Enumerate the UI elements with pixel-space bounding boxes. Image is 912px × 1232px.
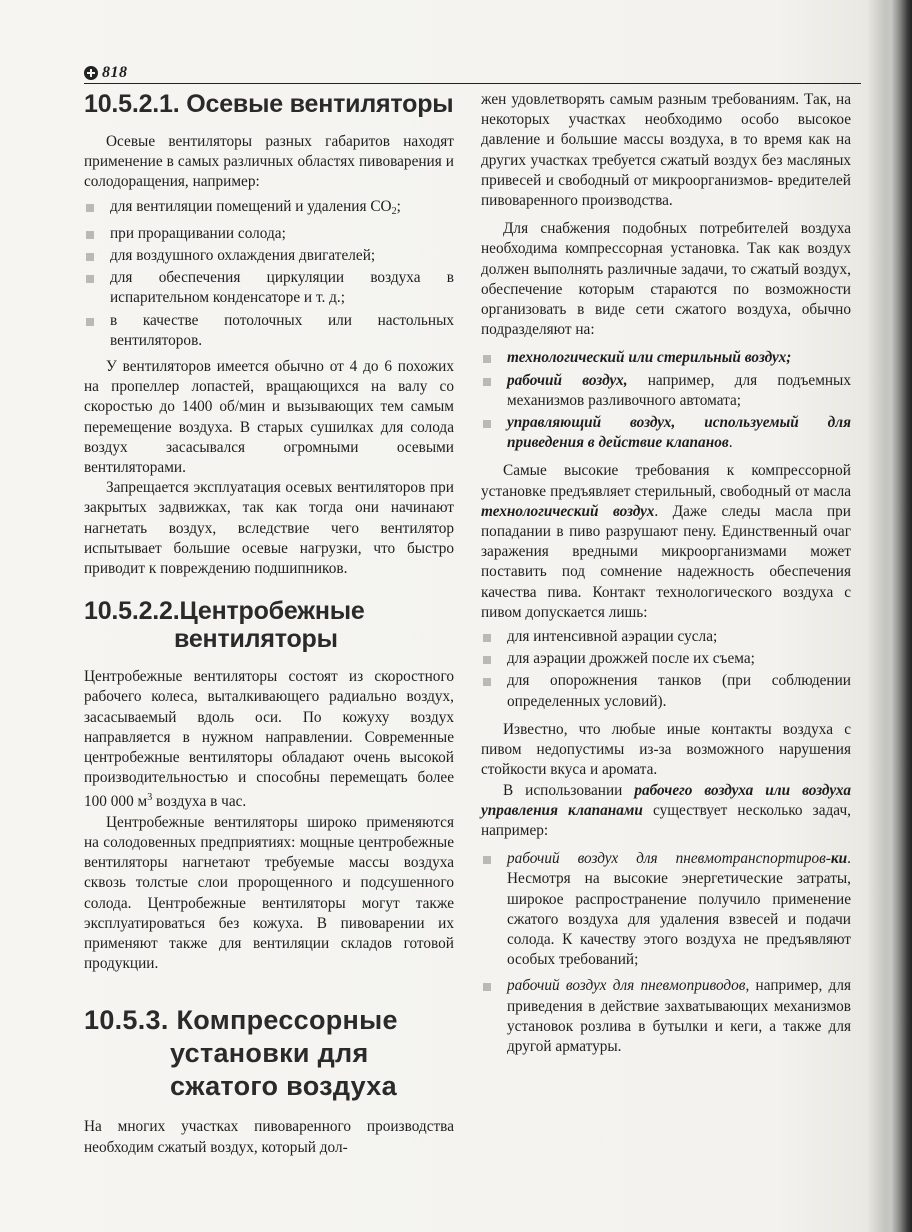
heading-title-line3: сжатого воздуха: [170, 1071, 397, 1102]
paragraph-text: существует несколько задач, например:: [481, 801, 851, 839]
list-item: для обеспечения циркуляции воздуха в испарительном конденсаторе и т. д.;: [84, 268, 454, 308]
list-item: [481, 348, 851, 368]
paragraph-text: Центробежные вентиляторы состоят из скоростного рабочего колеса, выталкивающего радиально воздух, засасываемый вдоль оси. По кожуху воздух направляется в нужном направлении. Современные центробежные вентиляторы обладают очень высокой производительностью и способны перемещать более 100 000 м: [84, 668, 454, 811]
right-column: [481, 90, 851, 1063]
heading-title-line2: вентиляторы: [174, 625, 338, 654]
heading-number: 10.5.2.2.: [84, 597, 180, 626]
paragraph: Известно, что любые иные контакты воздуха с пивом недопустимы из-за возможного нарушения стойкости вкуса и аромата.: [481, 720, 851, 779]
list-item: при проращивании солода;: [84, 224, 454, 244]
paragraph: Для снабжения подобных потребителей воздуха необходима компрессорная установка. Так как воздух должен выполнять различные задачи, то сжатый воздух, обеспечение которым стараются по возможности организовать в виде сети сжатого воздуха, обычно подразделяют на:: [481, 220, 851, 339]
heading-compressor-units: [84, 1004, 454, 1103]
list-item: для интенсивной аэрации сусла;: [481, 627, 851, 647]
list-item: для опорожнения танков (при соблюдении определенных условий).: [481, 671, 851, 711]
bullet-list: [84, 197, 454, 351]
list-item-text: . Несмотря на высокие энергетические затраты, широкое распространение получило применение сжатого воздуха для удаления взвесей и подачи солода. К качеству этого воздуха не предъявляют особых требований;: [507, 850, 851, 969]
list-item-bold: управляющий воздух, используемый для приведения в действие клапанов: [507, 414, 851, 452]
list-item-bold: технологический или стерильный воздух;: [507, 349, 792, 367]
superscript: 3: [147, 792, 153, 804]
list-item: [481, 413, 851, 453]
list-item: [481, 976, 851, 1057]
list-item: для аэрации дрожжей после их съема;: [481, 649, 851, 669]
paragraph-text: воздуха в час.: [152, 793, 247, 811]
list-item-italic: рабочий воздух для пневмотранспортиров-: [507, 850, 831, 868]
paragraph: Осевые вентиляторы разных габаритов находят применение в самых различных областях пивоварения и солодоращения, например:: [84, 133, 454, 191]
list-item-bold: ки: [830, 850, 848, 868]
heading-title: Центробежные: [179, 597, 365, 626]
subscript: 2: [391, 205, 397, 217]
paragraph: [84, 667, 454, 812]
heading-title: Осевые вентиляторы: [186, 90, 454, 118]
list-item-bold: рабочий воздух,: [507, 371, 628, 389]
list-item: для воздушного охлаждения двигателей;: [84, 246, 454, 266]
heading-centrifugal-fans: [84, 597, 454, 653]
heading-number: 10.5.2.1.: [84, 90, 180, 118]
list-item-text: для вентиляции помещений и удаления CO: [110, 197, 392, 215]
paragraph-bold: технологический воздух: [481, 502, 655, 520]
paragraph: [481, 781, 851, 842]
page-number: 818: [102, 64, 128, 81]
paragraph-text: В использовании: [503, 781, 635, 799]
bullet-list: [481, 849, 851, 1057]
heading-axial-fans: [84, 90, 454, 118]
list-item: [481, 371, 851, 411]
list-item-italic: рабочий воздух для пневмоприводов: [507, 977, 746, 995]
list-item: [481, 849, 851, 970]
list-item: [84, 197, 454, 222]
paragraph: У вентиляторов имеется обычно от 4 до 6 похожих на пропеллер лопастей, вращающихся на валу со скоростью до 1400 об/мин и вызывающих тем самым перемещение воздуха. В старых сушилках для солода воздух засасывался огромными осевыми вентиляторами.: [84, 358, 454, 477]
heading-number: 10.5.3.: [84, 1005, 169, 1036]
paragraph-text: . Даже следы масла при попадании в пиво разрушают пену. Единственный очаг заражения вредными микроорганизмами может поставить под сомнение надежность обеспечения качества пива. Контакт технологического воздуха с пивом допускается лишь:: [481, 502, 851, 621]
heading-title: Компрессорные: [176, 1005, 398, 1036]
scan-binding-edge: [884, 0, 912, 1232]
paragraph: Центробежные вентиляторы широко применяются на солодовенных предприятиях: мощные центробежные вентиляторы нагнетают требуемые массы воздуха сквозь толстые слои пророщенного и подсушенного солода. Центробежные вентиляторы могут также эксплуатироваться без кожуха. В пивоварении их применяют также для вентиляции складов готовой продукции.: [84, 813, 454, 973]
page-number-group: [84, 64, 128, 82]
bullet-list: [481, 348, 851, 453]
list-item-text: , например, для приведения в действие захватывающих механизмов установок розлива в бутылки и кеги, а также для другой арматуры.: [507, 977, 851, 1055]
paragraph: жен удовлетворять самым разным требованиям. Так, на некоторых участках необходимо особо высокое давление и большие массы воздуха, в то время как на других участках требуется сжатый воздух без масляных привесей и свободный от микроорганизмов- вредителей пивоваренного производства.: [481, 91, 851, 210]
paragraph-text: Самые высокие требования к компрессорной установке предъявляет стерильный, свободный от масла: [481, 462, 851, 500]
left-column: [84, 90, 454, 1158]
paragraph-bold: рабочего воздуха или воздуха управления клапанами: [481, 781, 852, 819]
heading-title-line2: установки для: [170, 1038, 369, 1069]
bullet-list: [481, 627, 851, 712]
globe-icon: [84, 66, 98, 80]
list-item-text: .: [728, 434, 733, 452]
paragraph: На многих участках пивоваренного производства необходим сжатый воздух, который дол-: [84, 1118, 454, 1156]
list-item: в качестве потолочных или настольных вентиляторов.: [84, 311, 454, 351]
page-header: [84, 64, 861, 84]
paragraph: [481, 461, 851, 623]
list-item-tail: ;: [396, 197, 401, 215]
list-item-text: например, для подъемных механизмов разливочного автомата;: [507, 371, 851, 409]
paragraph: Запрещается эксплуатация осевых вентиляторов при закрытых задвижках, так как тогда они начинают нагнетать воздух, вследствие чего вентилятор испытывает большие осевые нагрузки, что быстро приводит к повреждению подшипников.: [84, 479, 454, 578]
